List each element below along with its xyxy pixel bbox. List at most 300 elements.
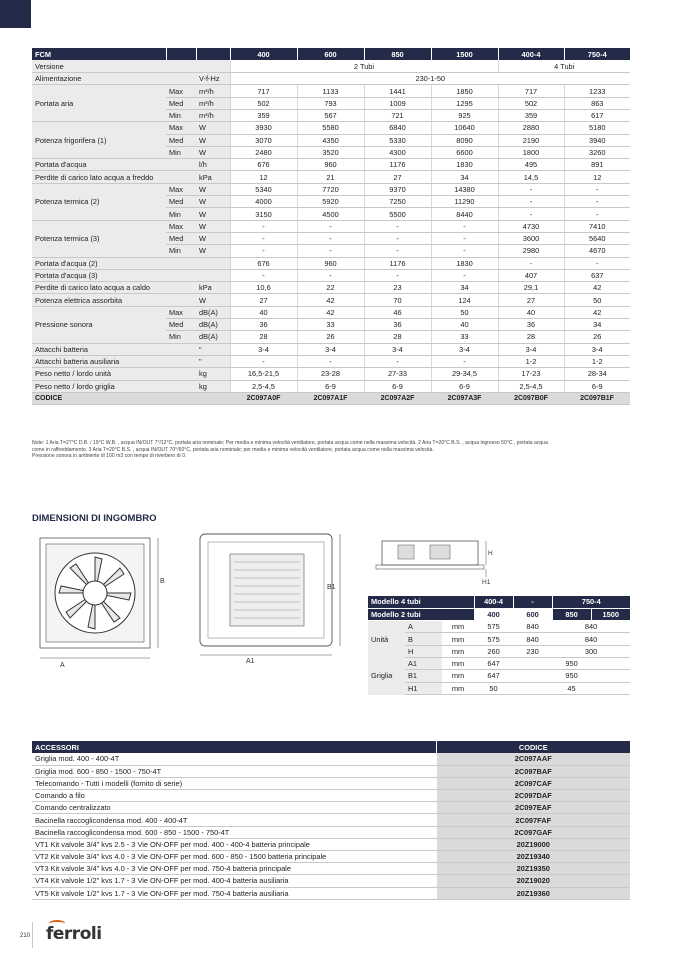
spec-value: - bbox=[498, 196, 564, 208]
accessory-name: VT3 Kit valvole 3/4" kvs 4.0 - 3 Vie ON-OFF per mod. 750-4 batteria principale bbox=[32, 863, 436, 875]
spec-row-label: Portata d'acqua bbox=[32, 159, 196, 171]
spec-value: 3-4 bbox=[230, 343, 297, 355]
spec-value: 28 bbox=[230, 331, 297, 343]
spec-row bbox=[32, 159, 630, 171]
dim-row bbox=[368, 645, 630, 657]
spec-value: 16,5-21,5 bbox=[230, 368, 297, 380]
spec-value: - bbox=[498, 257, 564, 269]
dim-unit: mm bbox=[442, 645, 474, 657]
product-code: 2C097B0F bbox=[498, 392, 564, 404]
spec-unit bbox=[196, 257, 230, 269]
spec-value: 27 bbox=[498, 294, 564, 306]
spec-value: 676 bbox=[230, 257, 297, 269]
spec-row bbox=[32, 257, 630, 269]
dimensions-table bbox=[368, 596, 630, 695]
accessory-name: Bacinella raccoglicondensa mod. 600 - 850 - 1500 - 750-4T bbox=[32, 826, 436, 838]
spec-row-label: Alimentazione bbox=[32, 73, 196, 85]
dim-value: 840 bbox=[552, 621, 630, 633]
spec-value: 36 bbox=[364, 319, 431, 331]
spec-value: 28 bbox=[364, 331, 431, 343]
spec-row bbox=[32, 220, 630, 232]
spec-speed: Min bbox=[166, 245, 196, 257]
spec-value: 50 bbox=[431, 306, 498, 318]
spec-value: 617 bbox=[564, 109, 630, 121]
accessory-row bbox=[32, 753, 630, 765]
griglia-label: Griglia bbox=[368, 670, 405, 682]
spec-value: 637 bbox=[564, 269, 630, 281]
spec-unit: W bbox=[196, 183, 230, 195]
spec-unit: m³/h bbox=[196, 85, 230, 97]
spec-row bbox=[32, 60, 630, 72]
spec-value: 12 bbox=[230, 171, 297, 183]
accessory-row bbox=[32, 826, 630, 838]
spec-value: 2 Tubi bbox=[230, 60, 498, 72]
spec-value: - bbox=[297, 220, 364, 232]
spec-value: 2,5-4,5 bbox=[230, 380, 297, 392]
spec-value: 6-9 bbox=[297, 380, 364, 392]
spec-value: 6-9 bbox=[431, 380, 498, 392]
spec-value: - bbox=[364, 220, 431, 232]
spec-value: 3930 bbox=[230, 122, 297, 134]
spec-value: 3520 bbox=[297, 146, 364, 158]
spec-value: 1176 bbox=[364, 257, 431, 269]
accessory-name: VT4 Kit valvole 1/2" kvs 1.7 - 3 Vie ON-OFF per mod. 400-4 batteria ausiliaria bbox=[32, 875, 436, 887]
accessory-code: 2C097EAF bbox=[436, 802, 630, 814]
product-code: 2C097A3F bbox=[431, 392, 498, 404]
model-2-col: 850 bbox=[552, 608, 591, 620]
accessory-row bbox=[32, 838, 630, 850]
spec-speed: Min bbox=[166, 109, 196, 121]
accessory-code: 2C097AAF bbox=[436, 753, 630, 765]
spec-value: 10640 bbox=[431, 122, 498, 134]
spec-value: 2,5-4,5 bbox=[498, 380, 564, 392]
spec-unit: W bbox=[196, 208, 230, 220]
spec-value: 27 bbox=[364, 171, 431, 183]
spec-unit: l/h bbox=[196, 159, 230, 171]
spec-value: 36 bbox=[498, 319, 564, 331]
spec-unit: m³/h bbox=[196, 109, 230, 121]
spec-speed: Med bbox=[166, 134, 196, 146]
spec-value: - bbox=[564, 196, 630, 208]
spec-value: 960 bbox=[297, 159, 364, 171]
spec-value: 1441 bbox=[364, 85, 431, 97]
spec-value: 1-2 bbox=[498, 355, 564, 367]
spec-value: 230-1-50 bbox=[230, 73, 630, 85]
spec-value: 22 bbox=[297, 282, 364, 294]
dim-row bbox=[368, 682, 630, 694]
dim-label-a1: A1 bbox=[246, 658, 255, 665]
dim-row bbox=[368, 670, 630, 682]
spec-value: 46 bbox=[364, 306, 431, 318]
spec-value: 502 bbox=[230, 97, 297, 109]
spec-value: 1295 bbox=[431, 97, 498, 109]
spec-speed: Min bbox=[166, 146, 196, 158]
spec-value: - bbox=[498, 208, 564, 220]
spec-unit: kg bbox=[196, 368, 230, 380]
spec-value: 495 bbox=[498, 159, 564, 171]
accessory-row bbox=[32, 851, 630, 863]
spec-value: 6600 bbox=[431, 146, 498, 158]
spec-row-label: Portata aria bbox=[32, 85, 166, 122]
spec-unit bbox=[196, 60, 230, 72]
note-line: Pressione sonora in ambiente di 100 m3 con tempo di riverbero di 0. bbox=[32, 453, 187, 460]
spec-speed: Max bbox=[166, 85, 196, 97]
dim-value: 300 bbox=[552, 645, 630, 657]
spec-value: - bbox=[230, 245, 297, 257]
spec-row bbox=[32, 355, 630, 367]
dim-value: 647 bbox=[474, 657, 513, 669]
accessory-code: 2C097GAF bbox=[436, 826, 630, 838]
spec-value: 124 bbox=[431, 294, 498, 306]
spec-value: 3940 bbox=[564, 134, 630, 146]
spec-value: 1233 bbox=[564, 85, 630, 97]
spec-value: 6-9 bbox=[364, 380, 431, 392]
model-4-col: 750-4 bbox=[552, 596, 630, 608]
spec-row-label: Peso netto / lordo griglia bbox=[32, 380, 196, 392]
spec-value: - bbox=[230, 232, 297, 244]
accessory-name: Comando centralizzato bbox=[32, 802, 436, 814]
spec-value: 3-4 bbox=[297, 343, 364, 355]
spec-row-label: Perdite di carico lato acqua a caldo bbox=[32, 282, 196, 294]
spec-value: 6-9 bbox=[564, 380, 630, 392]
dim-value: 840 bbox=[513, 621, 552, 633]
spec-row bbox=[32, 343, 630, 355]
accessory-name: Bacinella raccoglicondensa mod. 400 - 400-4T bbox=[32, 814, 436, 826]
spec-row-label: Attacchi batteria ausiliaria bbox=[32, 355, 196, 367]
spec-row-label: Potenza termica (3) bbox=[32, 220, 166, 257]
dim-symbol: B1 bbox=[405, 670, 442, 682]
spec-unit: W bbox=[196, 122, 230, 134]
corner-tab bbox=[0, 0, 31, 28]
spec-value: 1176 bbox=[364, 159, 431, 171]
spec-value: 359 bbox=[498, 109, 564, 121]
accessory-code: 2C097DAF bbox=[436, 790, 630, 802]
spec-unit: m³/h bbox=[196, 97, 230, 109]
spec-speed: Med bbox=[166, 232, 196, 244]
spec-value: - bbox=[564, 208, 630, 220]
spec-value: 42 bbox=[297, 294, 364, 306]
accessory-name: Griglia mod. 400 - 400-4T bbox=[32, 753, 436, 765]
spec-value: 5500 bbox=[364, 208, 431, 220]
dim-unit: mm bbox=[442, 633, 474, 645]
spec-row-label: Pressione sonora bbox=[32, 306, 166, 343]
spec-value: 10,6 bbox=[230, 282, 297, 294]
spec-row-label: Peso netto / lordo unità bbox=[32, 368, 196, 380]
product-code: 2C097A2F bbox=[364, 392, 431, 404]
spec-value: - bbox=[297, 355, 364, 367]
spec-value: 721 bbox=[364, 109, 431, 121]
spec-unit: kPa bbox=[196, 171, 230, 183]
spec-row bbox=[32, 380, 630, 392]
spec-value: 717 bbox=[230, 85, 297, 97]
spec-value: 1830 bbox=[431, 257, 498, 269]
spec-value: 40 bbox=[431, 319, 498, 331]
accessory-row bbox=[32, 790, 630, 802]
dim-value: 950 bbox=[513, 657, 630, 669]
spec-header-cell: 850 bbox=[364, 48, 431, 60]
spec-row-label: Potenza frigorifera (1) bbox=[32, 122, 166, 159]
accessory-name: VT5 Kit valvole 1/2" kvs 1.7 - 3 Vie ON-OFF per mod. 750-4 batteria ausiliaria bbox=[32, 887, 436, 899]
spec-value: 5180 bbox=[564, 122, 630, 134]
spec-value: - bbox=[230, 269, 297, 281]
spec-value: 359 bbox=[230, 109, 297, 121]
dim-unit: mm bbox=[442, 657, 474, 669]
page-number: 210 bbox=[20, 933, 31, 939]
spec-unit: W bbox=[196, 245, 230, 257]
model-2-label: Modello 2 tubi bbox=[368, 608, 474, 620]
accessory-row bbox=[32, 875, 630, 887]
spec-header-row bbox=[32, 48, 630, 60]
accessory-name: Telecomando - Tutti i modelli (fornito di serie) bbox=[32, 777, 436, 789]
accessories-header-row bbox=[32, 741, 630, 753]
spec-unit bbox=[196, 269, 230, 281]
spec-row bbox=[32, 122, 630, 134]
note-line: Note: 1 Aria T=27°C D.B. / 19°C W.B. , acqua IN/OUT 7°/12°C, portata aria nominale; Per media e minima velocità ventilatore, portata acqua come nella massima velocità. 2 Aria T=20°C B.S. , acqua ingresso 50°C , portata acqua bbox=[32, 440, 548, 446]
spec-value: 2980 bbox=[498, 245, 564, 257]
spec-value: 27-33 bbox=[364, 368, 431, 380]
spec-row bbox=[32, 306, 630, 318]
unita-label: Unità bbox=[368, 633, 405, 645]
spec-value: 4670 bbox=[564, 245, 630, 257]
spec-value: 2190 bbox=[498, 134, 564, 146]
spec-unit: W bbox=[196, 294, 230, 306]
accessory-code: 20Z19020 bbox=[436, 875, 630, 887]
notes bbox=[32, 440, 630, 460]
spec-value: - bbox=[230, 355, 297, 367]
spec-table bbox=[32, 48, 630, 405]
spec-value: 891 bbox=[564, 159, 630, 171]
product-code: 2C097A1F bbox=[297, 392, 364, 404]
dim-label-b: B bbox=[160, 578, 165, 585]
model-2-tubi-row bbox=[368, 608, 630, 620]
spec-row-label: Potenza termica (2) bbox=[32, 183, 166, 220]
spec-value: 502 bbox=[498, 97, 564, 109]
model-4-label: Modello 4 tubi bbox=[368, 596, 474, 608]
spec-value: 34 bbox=[431, 282, 498, 294]
spec-header-cell bbox=[166, 48, 196, 60]
spec-value: 407 bbox=[498, 269, 564, 281]
spec-value: 42 bbox=[564, 282, 630, 294]
spec-header-cell: 1500 bbox=[431, 48, 498, 60]
spec-unit: W bbox=[196, 146, 230, 158]
spec-unit: " bbox=[196, 343, 230, 355]
spec-value: 863 bbox=[564, 97, 630, 109]
spec-unit: kPa bbox=[196, 282, 230, 294]
dim-unit: mm bbox=[442, 670, 474, 682]
spec-value: 4 Tubi bbox=[498, 60, 630, 72]
spec-value: 8440 bbox=[431, 208, 498, 220]
dim-symbol: H1 bbox=[405, 682, 442, 694]
spec-row bbox=[32, 73, 630, 85]
spec-value: 23-28 bbox=[297, 368, 364, 380]
spec-value: 4000 bbox=[230, 196, 297, 208]
spec-value: 717 bbox=[498, 85, 564, 97]
spec-value: 29,1 bbox=[498, 282, 564, 294]
spec-value: 1850 bbox=[431, 85, 498, 97]
dimensions-title: DIMENSIONI DI INGOMBRO bbox=[32, 513, 157, 524]
model-4-tubi-row bbox=[368, 596, 630, 608]
spec-speed: Min bbox=[166, 208, 196, 220]
spec-value: 11290 bbox=[431, 196, 498, 208]
dim-value: 50 bbox=[474, 682, 513, 694]
dim-value: 950 bbox=[513, 670, 630, 682]
spec-header-cell: 600 bbox=[297, 48, 364, 60]
spec-value: 28-34 bbox=[564, 368, 630, 380]
spec-header-cell: 400-4 bbox=[498, 48, 564, 60]
spec-value: 793 bbox=[297, 97, 364, 109]
spec-value: 14,5 bbox=[498, 171, 564, 183]
spec-value: 27 bbox=[230, 294, 297, 306]
spec-speed: Med bbox=[166, 319, 196, 331]
spec-value: - bbox=[431, 232, 498, 244]
spec-speed: Max bbox=[166, 306, 196, 318]
accessory-name: VT2 Kit valvole 3/4" kvs 4.0 - 3 Vie ON-OFF per mod. 600 - 850 - 1500 batteria principale bbox=[32, 851, 436, 863]
spec-value: 3070 bbox=[230, 134, 297, 146]
spec-value: 1133 bbox=[297, 85, 364, 97]
spec-speed: Max bbox=[166, 183, 196, 195]
spec-value: - bbox=[364, 355, 431, 367]
model-4-col: - bbox=[513, 596, 552, 608]
dim-symbol: B bbox=[405, 633, 442, 645]
accessories-table bbox=[32, 741, 630, 900]
spec-value: 4300 bbox=[364, 146, 431, 158]
spec-value: 3-4 bbox=[564, 343, 630, 355]
spec-value: - bbox=[431, 269, 498, 281]
spec-value: 33 bbox=[297, 319, 364, 331]
spec-value: - bbox=[498, 183, 564, 195]
spec-value: 29-34,5 bbox=[431, 368, 498, 380]
spec-value: 4730 bbox=[498, 220, 564, 232]
spec-unit: dB(A) bbox=[196, 306, 230, 318]
spec-value: 3600 bbox=[498, 232, 564, 244]
spec-unit: dB(A) bbox=[196, 319, 230, 331]
spec-value: 26 bbox=[564, 331, 630, 343]
spec-value: 3-4 bbox=[498, 343, 564, 355]
spec-value: 7250 bbox=[364, 196, 431, 208]
spec-value: 567 bbox=[297, 109, 364, 121]
accessory-row bbox=[32, 802, 630, 814]
spec-value: 34 bbox=[564, 319, 630, 331]
spec-value: 1830 bbox=[431, 159, 498, 171]
spec-value: 26 bbox=[297, 331, 364, 343]
spec-value: - bbox=[564, 257, 630, 269]
dim-value: 647 bbox=[474, 670, 513, 682]
spec-row bbox=[32, 269, 630, 281]
codes-label: CODICE bbox=[32, 392, 230, 404]
spec-value: - bbox=[431, 245, 498, 257]
spec-value: 7720 bbox=[297, 183, 364, 195]
dim-row bbox=[368, 633, 630, 645]
model-4-col: 400-4 bbox=[474, 596, 513, 608]
accessory-name: VT1 Kit valvole 3/4" kvs 2.5 - 3 Vie ON-OFF per mod. 400 - 400-4 batteria principale bbox=[32, 838, 436, 850]
spec-value: 50 bbox=[564, 294, 630, 306]
accessory-code: 2C097FAF bbox=[436, 814, 630, 826]
spec-row-label: Perdite di carico lato acqua a freddo bbox=[32, 171, 196, 183]
model-2-col: 600 bbox=[513, 608, 552, 620]
spec-unit: " bbox=[196, 355, 230, 367]
spec-value: 42 bbox=[297, 306, 364, 318]
spec-value: 3260 bbox=[564, 146, 630, 158]
spec-speed: Min bbox=[166, 331, 196, 343]
dim-label-h: H bbox=[488, 550, 493, 557]
dim-value: 840 bbox=[552, 633, 630, 645]
spec-row-label: Versione bbox=[32, 60, 196, 72]
dim-symbol: A bbox=[405, 621, 442, 633]
side-view-drawing bbox=[370, 533, 505, 588]
accessory-code: 2C097CAF bbox=[436, 777, 630, 789]
spec-value: - bbox=[364, 232, 431, 244]
accessory-code: 2C097BAF bbox=[436, 765, 630, 777]
accessory-row bbox=[32, 814, 630, 826]
spec-row-label: Attacchi batteria bbox=[32, 343, 196, 355]
spec-value: 5330 bbox=[364, 134, 431, 146]
spec-value: - bbox=[431, 355, 498, 367]
grille-drawing bbox=[190, 530, 355, 665]
spec-row bbox=[32, 368, 630, 380]
spec-row-label: Portata d'acqua (3) bbox=[32, 269, 196, 281]
accessories-header: ACCESSORI bbox=[32, 741, 436, 753]
spec-header-cell: 750-4 bbox=[564, 48, 630, 60]
dim-value: 260 bbox=[474, 645, 513, 657]
spec-row bbox=[32, 183, 630, 195]
spec-value: 8090 bbox=[431, 134, 498, 146]
spec-codes-row bbox=[32, 392, 630, 404]
spec-value: 925 bbox=[431, 109, 498, 121]
spec-value: 3-4 bbox=[364, 343, 431, 355]
dim-label-b1: B1 bbox=[327, 584, 336, 591]
spec-header-cell bbox=[196, 48, 230, 60]
spec-value: - bbox=[297, 232, 364, 244]
spec-row-label: Potenza elettrica assorbita bbox=[32, 294, 196, 306]
spec-value: 34 bbox=[431, 171, 498, 183]
spec-value: 1009 bbox=[364, 97, 431, 109]
accessory-row bbox=[32, 887, 630, 899]
spec-unit: W bbox=[196, 220, 230, 232]
spec-value: 5920 bbox=[297, 196, 364, 208]
spec-value: 12 bbox=[564, 171, 630, 183]
dim-value: 840 bbox=[513, 633, 552, 645]
dim-value: 45 bbox=[513, 682, 630, 694]
spec-row bbox=[32, 85, 630, 97]
spec-value: 5580 bbox=[297, 122, 364, 134]
spec-value: 40 bbox=[498, 306, 564, 318]
spec-value: 17-23 bbox=[498, 368, 564, 380]
spec-value: 1-2 bbox=[564, 355, 630, 367]
spec-unit: V-f-Hz bbox=[196, 73, 230, 85]
spec-value: 3150 bbox=[230, 208, 297, 220]
dim-row bbox=[368, 621, 630, 633]
spec-value: 33 bbox=[431, 331, 498, 343]
dim-row bbox=[368, 657, 630, 669]
spec-row-label: Portata d'acqua (2) bbox=[32, 257, 196, 269]
spec-speed: Max bbox=[166, 122, 196, 134]
spec-value: 21 bbox=[297, 171, 364, 183]
brand-logo: ferroli bbox=[46, 924, 102, 944]
spec-value: 4350 bbox=[297, 134, 364, 146]
spec-speed: Med bbox=[166, 97, 196, 109]
spec-value: - bbox=[364, 245, 431, 257]
spec-header-cell: 400 bbox=[230, 48, 297, 60]
dim-symbol: H bbox=[405, 645, 442, 657]
spec-value: 960 bbox=[297, 257, 364, 269]
dim-label-h1: H1 bbox=[482, 579, 491, 586]
product-code: 2C097B1F bbox=[564, 392, 630, 404]
dim-unit: mm bbox=[442, 682, 474, 694]
spec-value: 4500 bbox=[297, 208, 364, 220]
spec-value: - bbox=[297, 269, 364, 281]
spec-unit: W bbox=[196, 134, 230, 146]
spec-value: 1800 bbox=[498, 146, 564, 158]
